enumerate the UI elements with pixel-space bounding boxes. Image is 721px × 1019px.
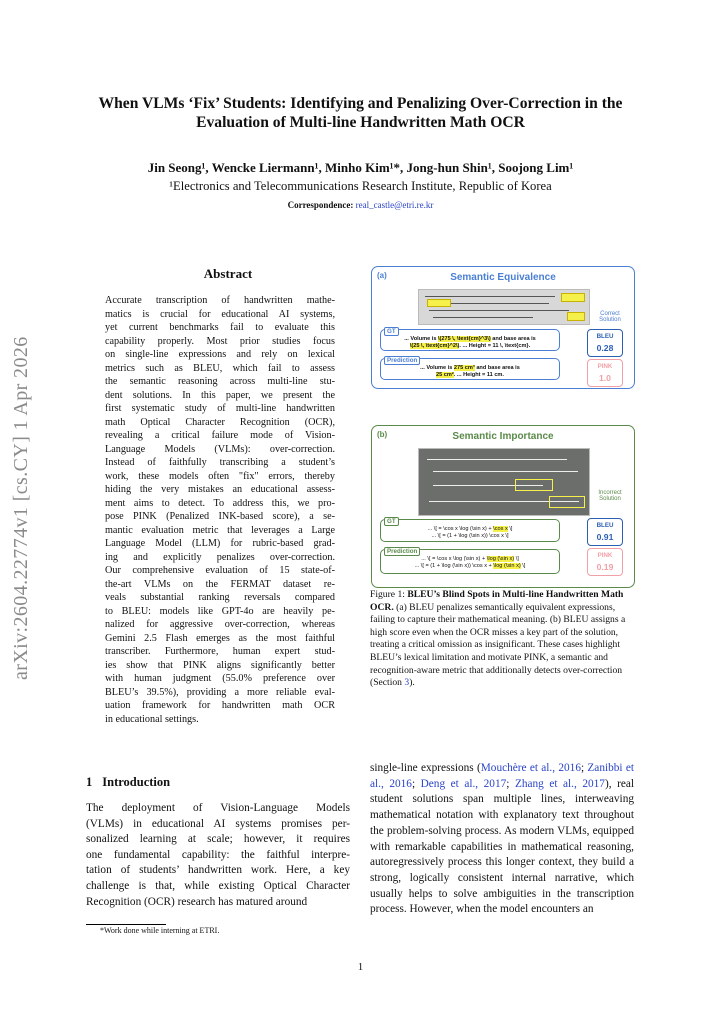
text-line: first systematic study of multi-line handwritten xyxy=(105,403,335,414)
text-line: nalized for aggressive over-correction, whereas xyxy=(105,619,335,630)
handwritten-solution-image-a xyxy=(418,289,590,325)
caption-label: Figure 1: xyxy=(370,589,405,600)
prediction-label-b: Prediction xyxy=(384,547,420,556)
text-line: on single-line expressions and rely on lexical xyxy=(105,349,335,360)
text-line: work, these models often "fix" errors, thereby xyxy=(105,470,335,482)
text-line: Language Models (VLMs): over-correction. xyxy=(105,443,335,455)
section-heading-introduction xyxy=(86,775,180,790)
text-line: with human judgment (55.0% preference over xyxy=(105,673,335,684)
text-line: veals substantial ranking reversals compared xyxy=(105,592,335,603)
highlight-box xyxy=(515,479,553,491)
footnote: *Work done while interning at ETRI. xyxy=(100,926,220,935)
ground-truth-label-b: GT xyxy=(384,517,399,526)
panel-semantic-importance xyxy=(371,425,635,588)
solution-note-a: Correct Solution xyxy=(599,311,621,323)
ground-truth-label-a: GT xyxy=(384,327,399,336)
ground-truth-text-a: ... Volume is \(275 \, \text{cm}^3\) and base area is \(25 \, \text{cm}^2\). ... Height = 11 \, \text{cm}. xyxy=(404,336,536,349)
highlight-box xyxy=(561,293,585,302)
text-line: ing and explicitly penalizes over-correction. xyxy=(105,551,335,563)
figure-caption: Figure 1: BLEU’s Blind Spots in Multi-line Handwritten Math OCR. (a) BLEU penalizes semantically equivalent expressions, failing to capture their mathematical meaning. (b) BLEU assigns a high score even when the OCR misses a key part of the solution, treating a critical omission as insignificant. These cases highlight BLEU’s lexical limitation and motivate PINK, a semantic and recognition-aware metric that additionally detects over-correction (Section 3). xyxy=(370,589,626,689)
text-line: The deployment of Vision-Language Models xyxy=(86,802,350,814)
author-list: Jin Seong¹, Wencke Liermann¹, Minho Kim¹*, Jong-hun Shin¹, Soojong Lim¹ xyxy=(147,160,574,175)
text-line: the-art VLMs on the FERMAT dataset re- xyxy=(105,578,335,590)
text-line: revealing a critical failure mode of Vision- xyxy=(105,430,335,441)
text-line: Our comprehensive evaluation of 15 state-of- xyxy=(105,565,335,576)
caption-title: BLEU’s Blind Spots in Multi-line Handwritten Math OCR. xyxy=(370,589,624,613)
text-line: one fundamental capability: the faithful interpre- xyxy=(86,848,350,861)
highlight-box xyxy=(549,496,585,508)
handwritten-solution-image-b xyxy=(418,448,590,516)
citation-link[interactable]: Zanibbi et al., 2016 xyxy=(370,762,634,790)
highlight-box xyxy=(567,312,585,321)
citation-link[interactable]: Zhang et al., 2017 xyxy=(514,777,605,790)
abstract-heading: Abstract xyxy=(203,266,253,281)
prediction-text-b: ... \[ = \cos x \log (\sin x) + \log (\sin x) \] ... \[ = (1 + \log (\sin x)) \cos x + \log (\sin x) \] xyxy=(414,556,526,569)
text-line: yet current benchmarks fail to evaluate this xyxy=(105,322,335,333)
panel-semantic-equivalence xyxy=(371,266,635,389)
text-line: sonalized learning at scale; however, it requires xyxy=(86,833,350,846)
text-line: uation framework for handwritten math OCR xyxy=(105,700,335,711)
panel-b-tag: (b) xyxy=(377,430,388,439)
text-line: math Optical Character Recognition (OCR), xyxy=(105,416,335,428)
affiliation: ¹Electronics and Telecommunications Research Institute, Republic of Korea xyxy=(169,179,552,193)
text-line: pose PINK (Penalized INK-based score), a se- xyxy=(105,511,335,522)
citation-link[interactable]: Deng et al., 2017 xyxy=(420,777,507,790)
text-line: ies show that PINK aligns significantly better xyxy=(105,659,335,671)
ground-truth-text-b: ... \[ = \cos x \log (\sin x) + \cos x \] ... \[ = (1 + \log (\sin x)) \cos x \] xyxy=(427,526,513,539)
text-line: ment aims to detect. To address this, we pro- xyxy=(105,497,335,509)
panel-a-title: Semantic Equivalence xyxy=(450,272,556,283)
section-title: Introduction xyxy=(102,775,171,789)
footnote-divider xyxy=(86,924,166,925)
intro-continued-paragraph: single-line expressions (Mouchère et al., 2016; Zanibbi et al., 2016; Deng et al., 2017; Zhang et al., 2017), real student solutions span multiple lines, interweaving mathematical notation with explanatory text throughout the problem-solving process. As modern VLMs, equipped with remarkable capabilities in mathematical reasoning, autoregressively process this longer context, they build a strong, logically consistent internal narrative, which usually helps to solve ambiguities in the transcription process. However, when the model encounters an xyxy=(370,762,635,916)
arxiv-identifier: arXiv:2604.22774v1 [cs.CY] 1 Apr 2026 xyxy=(10,336,32,680)
bleu-score-a: BLEU 0.28 xyxy=(587,329,623,357)
text-line: Recognition (OCR) research has matured around xyxy=(86,895,308,908)
section-ref-link[interactable]: 3 xyxy=(404,677,410,689)
text-line: transcriber. Furthermore, human expert stud- xyxy=(105,646,335,657)
page-number: 1 xyxy=(357,961,364,973)
prediction-text-a: ... Volume is 275 cm³ and base area is 25 cm². ... Height = 11 cm. xyxy=(420,365,520,378)
text-line: Accurate transcription of handwritten mathe- xyxy=(105,295,335,306)
text-line: matics is crucial for educational AI systems, xyxy=(105,308,335,320)
panel-b-title: Semantic Importance xyxy=(452,431,554,442)
section-number: 1 xyxy=(86,775,93,789)
ground-truth-box-a xyxy=(380,329,560,351)
ground-truth-box-b xyxy=(380,519,560,542)
text-line: BLEU’s 39.5%), providing a more reliable eval- xyxy=(105,686,335,698)
correspondence-label: Correspondence: xyxy=(287,200,354,210)
abstract-body xyxy=(105,294,335,726)
citation-link[interactable]: Mouchère et al., 2016 xyxy=(480,762,581,774)
pink-score-b: PINK 0.19 xyxy=(587,548,623,576)
text-line: hiding the very mistakes an educational assess- xyxy=(105,484,335,495)
prediction-box-b xyxy=(380,549,560,574)
caption-text: (a) BLEU penalizes semantically equivalent expressions, failing to capture their mathematical meaning. (b) BLEU assigns a high score even when the OCR misses a key part of the solution, treating a critical omission as insignificant. These cases highlight BLEU’s lexical limitation and motivate PINK, a semantic and recognition-aware metric that additionally detects over-correction (Section xyxy=(370,601,626,689)
text-line: tation of students’ handwritten work. Here, a key xyxy=(86,864,350,877)
text-line: to BLEU: models like GPT-4o are heavily pe- xyxy=(105,605,335,617)
text-line: challenge is that, while existing Optical Character xyxy=(86,879,350,892)
text-line: in educational settings. xyxy=(105,713,199,725)
prediction-box-a xyxy=(380,358,560,380)
solution-note-b: Incorrect Solution xyxy=(598,490,622,502)
text-line: Language Model (LLM) for rubric-based grad- xyxy=(105,538,335,549)
text-line: Instead of faithfully transcribing a student’s xyxy=(105,457,335,468)
text-line: capability properly. Most prior studies focus xyxy=(105,335,335,347)
text-line: Gemini 2.5 Flash emerges as the most faithful xyxy=(105,632,335,644)
paper-title: When VLMs ‘Fix’ Students: Identifying and Penalizing Over-Correction in the Evaluation of Multi-line Handwritten Math OCR xyxy=(98,95,623,131)
text-line: mantic evaluation metric that leverages a Large xyxy=(105,524,335,536)
bleu-score-b: BLEU 0.91 xyxy=(587,518,623,546)
text-line: dent solutions. In this paper, we present the xyxy=(105,389,335,401)
text-line: the semantic reasoning across multi-line stu- xyxy=(105,376,335,387)
highlight-box xyxy=(427,299,451,307)
prediction-label-a: Prediction xyxy=(384,356,420,365)
correspondence-email-link[interactable]: real_castle@etri.re.kr xyxy=(355,200,434,210)
introduction-paragraph xyxy=(86,801,350,910)
pink-score-a: PINK 1.0 xyxy=(587,359,623,387)
panel-a-tag: (a) xyxy=(377,271,387,280)
text-line: metrics such as BLEU, which fail to assess xyxy=(105,362,335,374)
text-line: (VLMs) in educational AI systems promises per- xyxy=(86,817,350,830)
correspondence xyxy=(70,200,651,210)
